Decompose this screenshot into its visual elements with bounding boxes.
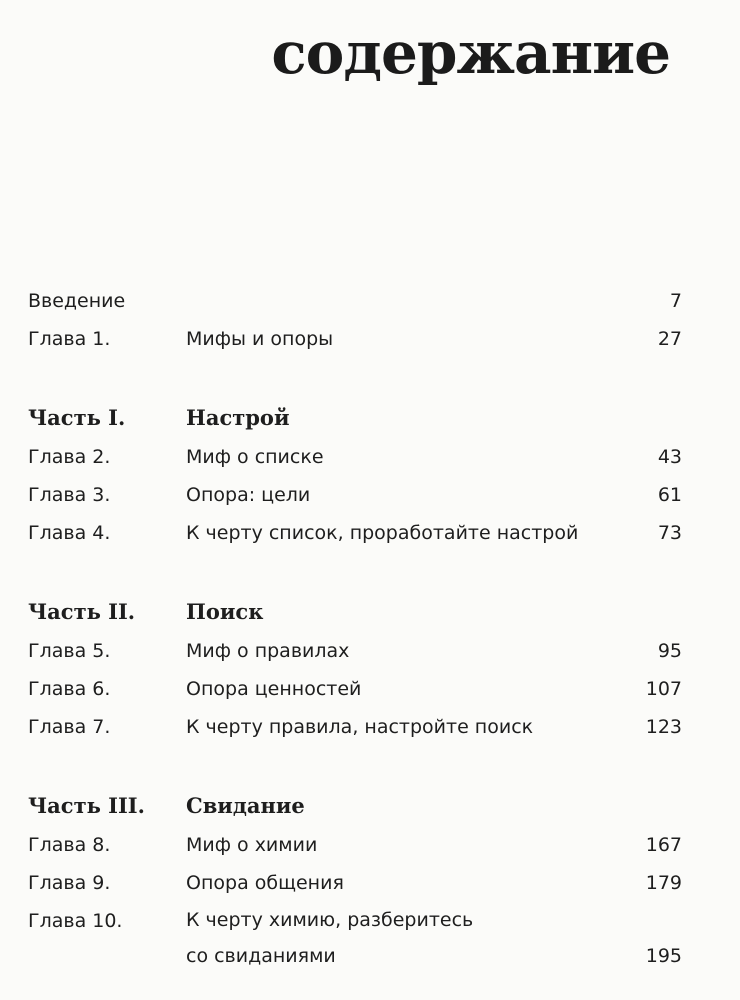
toc-entry-chapter-9 bbox=[28, 864, 682, 902]
entry-label: Глава 9. bbox=[28, 872, 111, 894]
toc-part-1-heading bbox=[28, 398, 682, 438]
toc-entry-chapter-6 bbox=[28, 670, 682, 708]
toc-part-2-heading bbox=[28, 592, 682, 632]
part-label: Часть I. bbox=[28, 405, 126, 430]
entry-page-number: 73 bbox=[657, 522, 682, 544]
entry-page-number: 123 bbox=[645, 716, 682, 738]
page-title: содержание bbox=[271, 19, 670, 87]
entry-page-number: 61 bbox=[657, 484, 682, 506]
entry-title-line-1: К черту химию, разберитесь bbox=[186, 909, 474, 931]
entry-title: К черту список, проработайте настрой bbox=[186, 522, 579, 544]
toc-entry-chapter-4 bbox=[28, 514, 682, 552]
toc-entry-chapter-1 bbox=[28, 320, 682, 358]
entry-title: Опора общения bbox=[186, 872, 344, 894]
entry-title: Мифы и опоры bbox=[186, 328, 334, 350]
entry-label: Глава 1. bbox=[28, 328, 111, 350]
part-title: Настрой bbox=[186, 405, 290, 430]
toc-entry-introduction bbox=[28, 282, 682, 320]
entry-title: К черту правила, настройте поиск bbox=[186, 716, 534, 738]
entry-label: Глава 4. bbox=[28, 522, 111, 544]
entry-title: Опора: цели bbox=[186, 484, 311, 506]
entry-label: Глава 2. bbox=[28, 446, 111, 468]
entry-title: Опора ценностей bbox=[186, 678, 362, 700]
entry-label: Глава 7. bbox=[28, 716, 111, 738]
entry-title-line-2: со свиданиями bbox=[186, 945, 336, 967]
entry-page-number: 179 bbox=[645, 872, 682, 894]
entry-label: Глава 3. bbox=[28, 484, 111, 506]
toc-entry-chapter-7 bbox=[28, 708, 682, 746]
entry-page-number: 7 bbox=[669, 290, 682, 312]
part-label: Часть III. bbox=[28, 793, 145, 818]
entry-title: Миф о правилах bbox=[186, 640, 350, 662]
table-of-contents bbox=[28, 282, 682, 974]
entry-label: Глава 6. bbox=[28, 678, 111, 700]
entry-title: Миф о химии bbox=[186, 834, 318, 856]
toc-part-3-heading bbox=[28, 786, 682, 826]
entry-page-number: 107 bbox=[645, 678, 682, 700]
entry-label: Глава 8. bbox=[28, 834, 111, 856]
part-title: Свидание bbox=[186, 793, 305, 818]
toc-entry-chapter-3 bbox=[28, 476, 682, 514]
entry-title bbox=[186, 902, 473, 974]
toc-entry-chapter-10 bbox=[28, 902, 682, 974]
entry-label: Введение bbox=[28, 290, 126, 312]
toc-entry-chapter-8 bbox=[28, 826, 682, 864]
entry-page-number: 43 bbox=[657, 446, 682, 468]
entry-page-number: 195 bbox=[645, 945, 682, 967]
entry-page-number: 95 bbox=[657, 640, 682, 662]
entry-label: Глава 10. bbox=[28, 910, 123, 932]
entry-page-number: 27 bbox=[657, 328, 682, 350]
entry-page-number: 167 bbox=[645, 834, 682, 856]
toc-entry-chapter-5 bbox=[28, 632, 682, 670]
part-title: Поиск bbox=[186, 599, 264, 624]
part-label: Часть II. bbox=[28, 599, 136, 624]
toc-entry-chapter-2 bbox=[28, 438, 682, 476]
entry-title: Миф о списке bbox=[186, 446, 324, 468]
entry-label: Глава 5. bbox=[28, 640, 111, 662]
